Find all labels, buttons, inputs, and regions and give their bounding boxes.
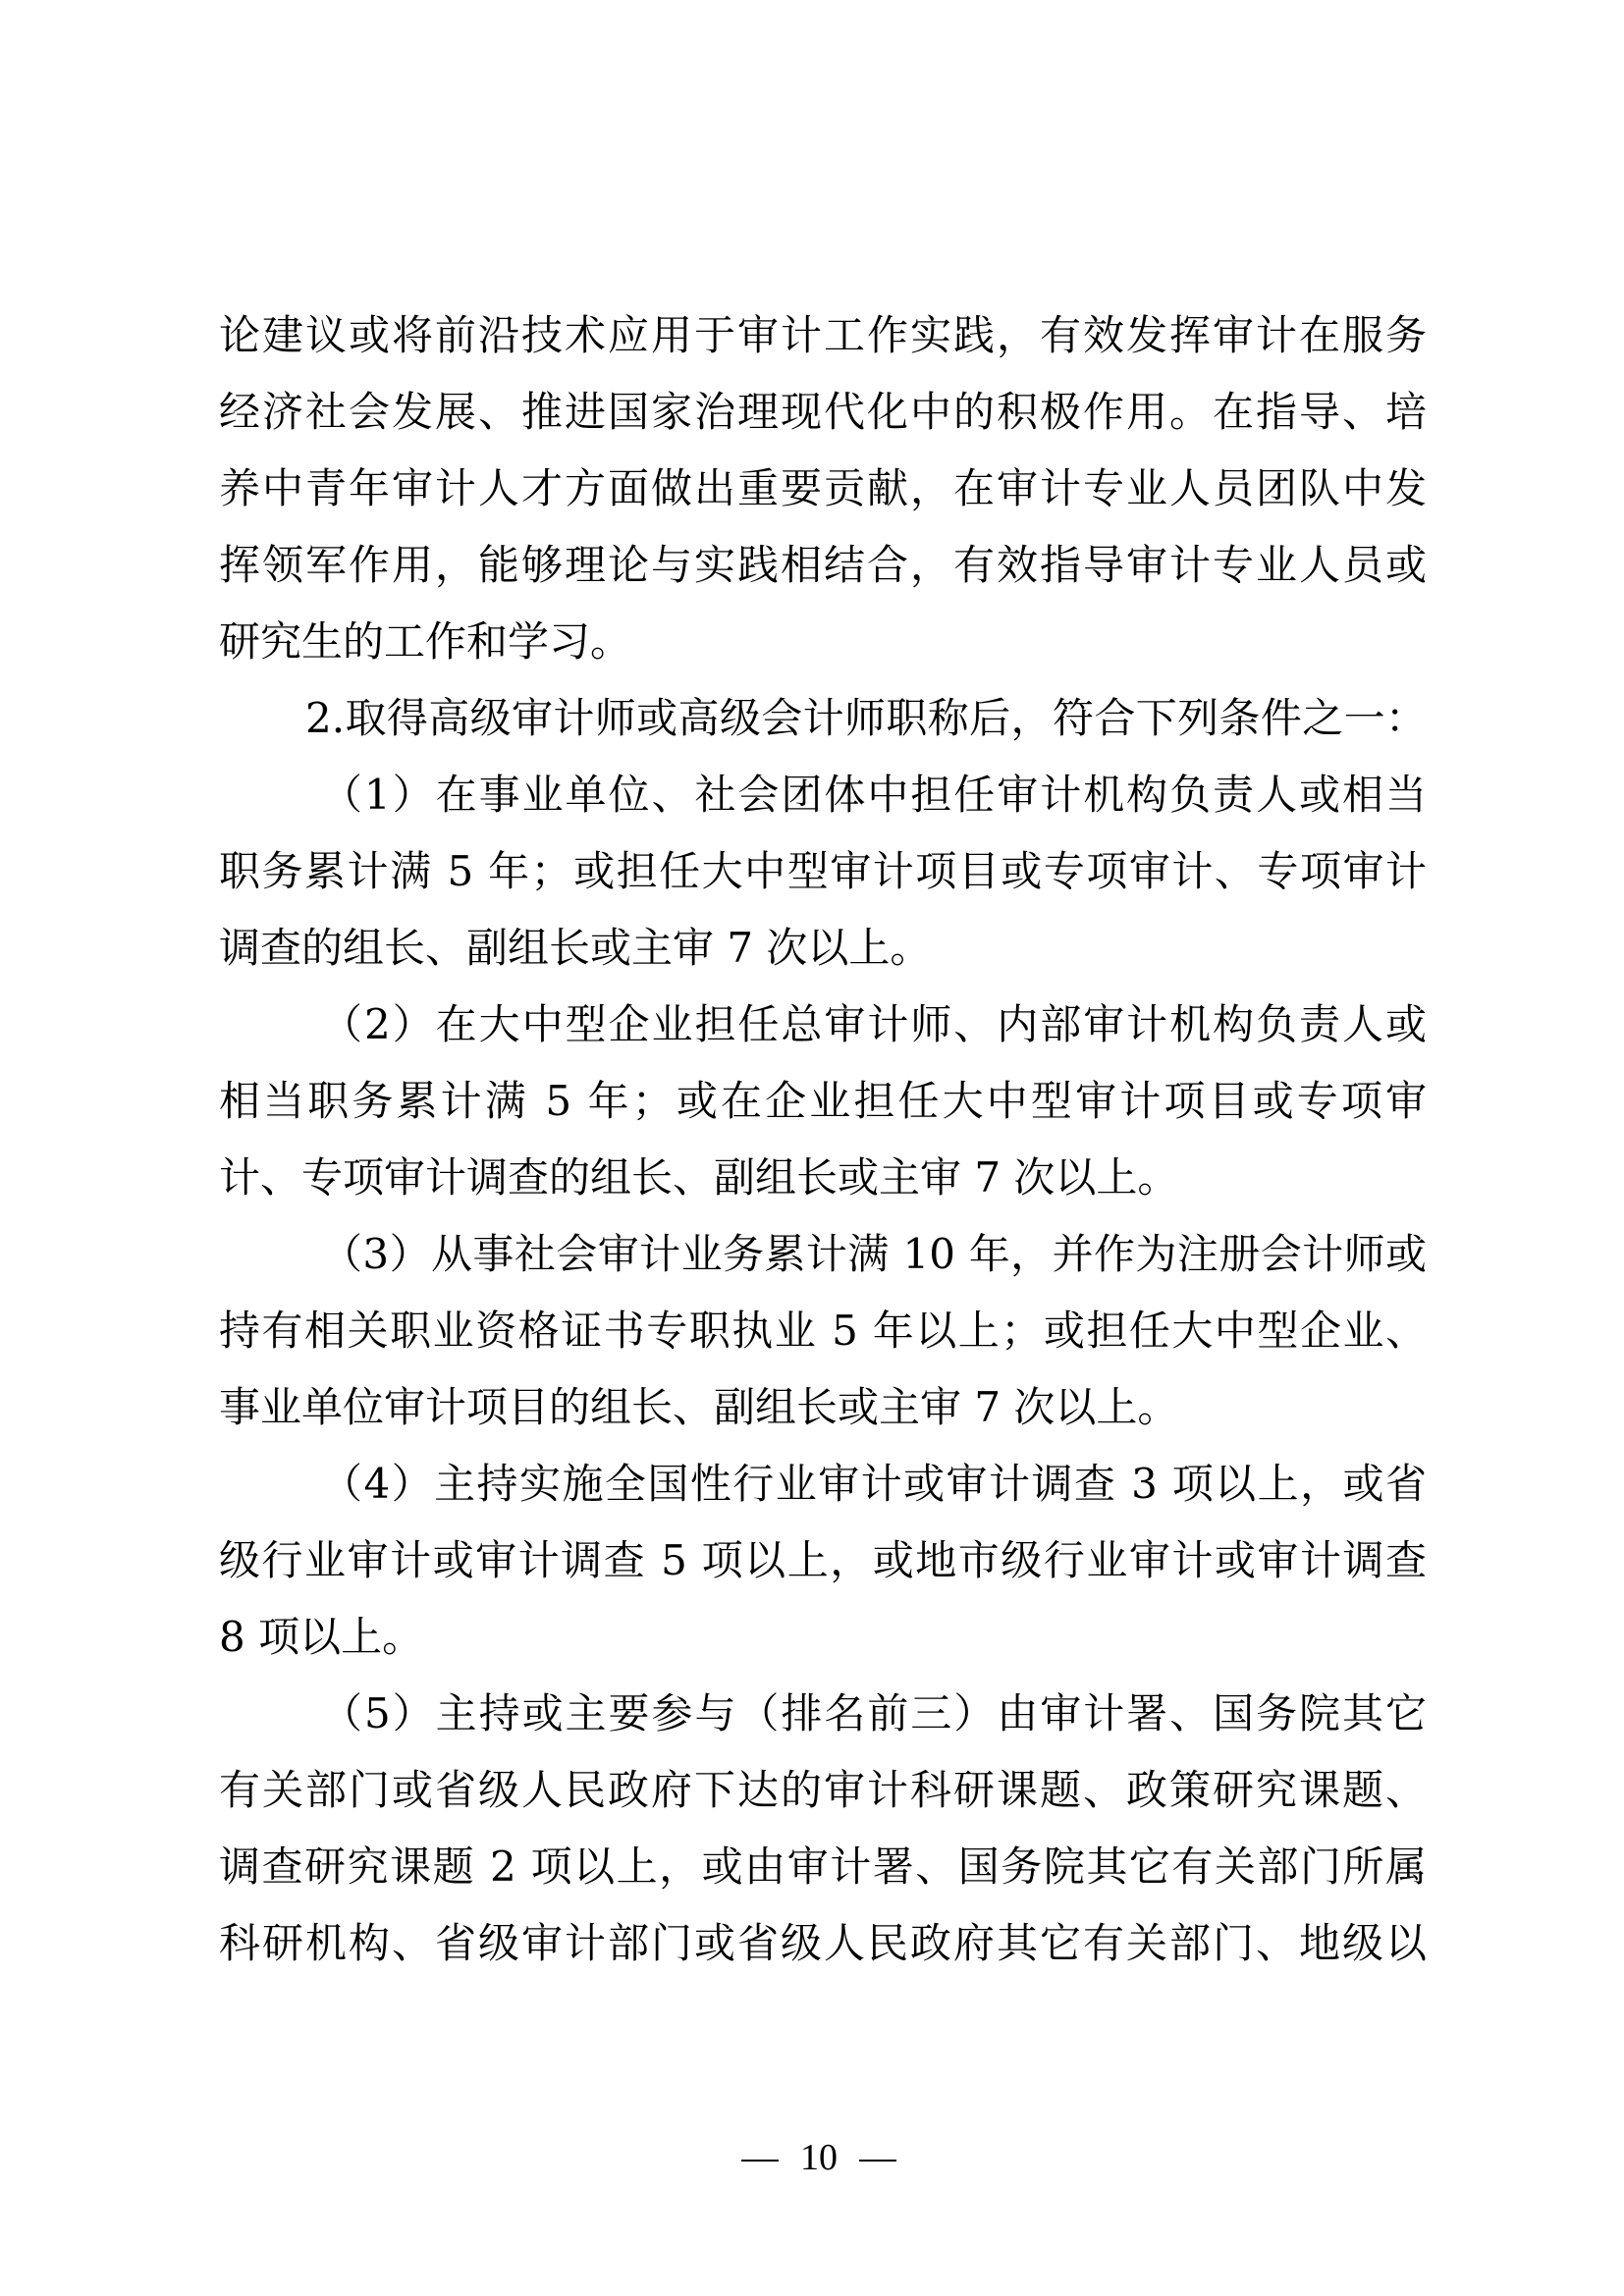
page-number-footer: [0, 2134, 1624, 2181]
text-line: （1）在事业单位、社会团体中担任审计机构负责人或相当: [321, 771, 1427, 819]
text-line: 经济社会发展、推进国家治理现代化中的积极作用。在指导、培: [219, 388, 1427, 436]
text-line: 养中青年审计人才方面做出重要贡献，在审计专业人员团队中发: [219, 464, 1427, 512]
text-line: 2.取得高级审计师或高级会计师职称后，符合下列条件之一：: [305, 694, 1427, 742]
text-line: 调查的组长、副组长或主审 7 次以上。: [219, 924, 932, 972]
text-line: （5）主持或主要参与（排名前三）由审计署、国务院其它: [321, 1689, 1427, 1737]
text-line: （3）从事社会审计业务累计满 10 年，并作为注册会计师或: [321, 1230, 1427, 1278]
document-body: [219, 297, 1427, 1982]
text-line: 相当职务累计满 5 年；或在企业担任大中型审计项目或专项审: [219, 1077, 1427, 1125]
dash-left-decoration: [741, 2160, 779, 2162]
text-line: （4）主持实施全国性行业审计或审计调查 3 项以上，或省: [321, 1460, 1427, 1508]
text-line: 计、专项审计调查的组长、副组长或主审 7 次以上。: [219, 1153, 1179, 1201]
page-number: 10: [800, 2137, 838, 2178]
text-line: 8 项以上。: [219, 1613, 424, 1661]
text-line: 职务累计满 5 年；或担任大中型审计项目或专项审计、专项审计: [219, 847, 1427, 895]
text-line: 事业单位审计项目的组长、副组长或主审 7 次以上。: [219, 1383, 1179, 1431]
text-line: 级行业审计或审计调查 5 项以上，或地市级行业审计或审计调查: [219, 1536, 1427, 1584]
text-line: 挥领军作用，能够理论与实践相结合，有效指导审计专业人员或: [219, 541, 1427, 589]
text-line: 科研机构、省级审计部门或省级人民政府其它有关部门、地级以: [219, 1919, 1427, 1967]
text-line: 论建议或将前沿技术应用于审计工作实践，有效发挥审计在服务: [219, 311, 1427, 359]
text-line: 调查研究课题 2 项以上，或由审计署、国务院其它有关部门所属: [219, 1842, 1427, 1891]
text-line: 持有相关职业资格证书专职执业 5 年以上；或担任大中型企业、: [219, 1307, 1427, 1355]
text-line: 有关部门或省级人民政府下达的审计科研课题、政策研究课题、: [219, 1766, 1427, 1814]
text-line: 研究生的工作和学习。: [219, 617, 632, 666]
dash-right-decoration: [859, 2160, 896, 2162]
text-line: （2）在大中型企业担任总审计师、内部审计机构负责人或: [321, 1000, 1427, 1048]
